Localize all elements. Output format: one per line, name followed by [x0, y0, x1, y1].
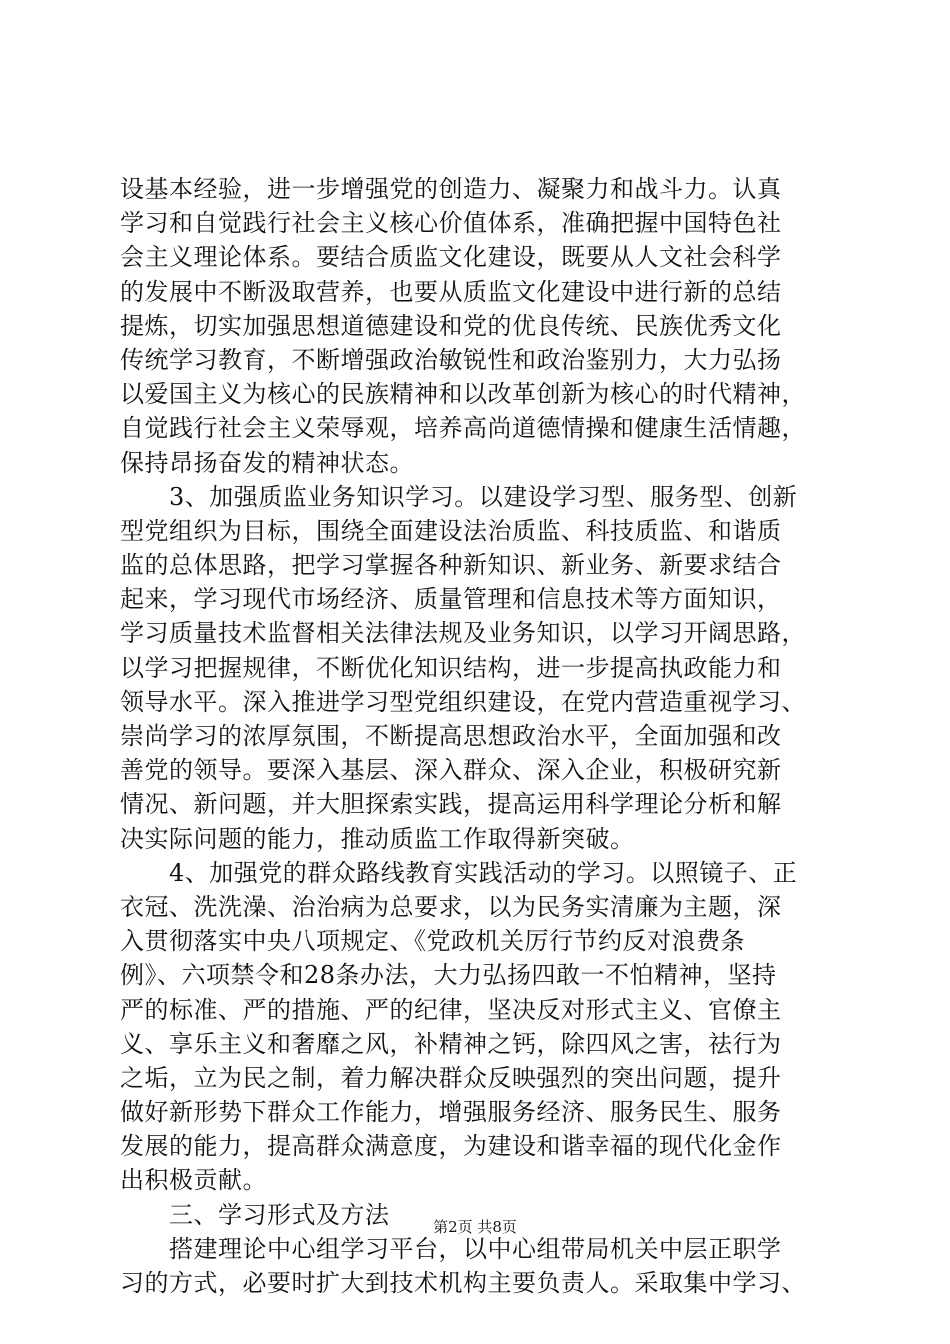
page-footer [0, 1216, 950, 1237]
text-line: 学习质量技术监督相关法律法规及业务知识，以学习开阔思路， [120, 619, 806, 648]
text-line: 型党组织为目标，围绕全面建设法治质监、科技质监、和谐质 [120, 516, 782, 545]
text-line: 决实际问题的能力，推动质监工作取得新突破。 [120, 824, 635, 853]
text-line: 设基本经验，进一步增强党的创造力、凝聚力和战斗力。认真 [120, 175, 782, 203]
text-line: 例》、六项禁令和28条办法，大力弘扬四敢一不怕精神，坚持 [120, 961, 777, 990]
text-line: 保持昂扬奋发的精神状态。 [120, 448, 414, 477]
text-line: 监的总体思路，把学习掌握各种新知识、新业务、新要求结合 [120, 551, 782, 580]
text-line: 习的方式，必要时扩大到技术机构主要负责人。采取集中学习、 [120, 1269, 806, 1297]
text-line: 搭建理论中心组学习平台，以中心组带局机关中层正职学 [120, 1234, 782, 1263]
text-line: 情况、新问题，并大胆探索实践，提高运用科学理论分析和解 [120, 790, 782, 819]
text-line: 领导水平。深入推进学习型党组织建设，在党内营造重视学习、 [120, 687, 806, 716]
text-line: 衣冠、洗洗澡、治治病为总要求，以为民务实清廉为主题，深 [120, 892, 782, 921]
text-line: 以学习把握规律，不断优化知识结构，进一步提高执政能力和 [120, 653, 782, 682]
document-body [120, 172, 840, 1300]
section-heading: 三、学习形式及方法 [120, 1200, 390, 1229]
text-line: 4、加强党的群众路线教育实践活动的学习。以照镜子、正 [120, 858, 798, 887]
text-line: 义、享乐主义和奢靡之风，补精神之钙，除四风之害，祛行为 [120, 1029, 782, 1058]
text-line: 学习和自觉践行社会主义核心价值体系，准确把握中国特色社 [120, 209, 782, 238]
text-line: 的发展中不断汲取营养，也要从质监文化建设中进行新的总结 [120, 277, 782, 306]
text-line: 出积极贡献。 [120, 1166, 267, 1195]
text-line: 崇尚学习的浓厚氛围，不断提高思想政治水平，全面加强和改 [120, 722, 782, 750]
text-line: 自觉践行社会主义荣辱观，培养高尚道德情操和健康生活情趣， [120, 414, 806, 443]
text-line: 以爱国主义为核心的民族精神和以改革创新为核心的时代精神， [120, 380, 806, 409]
text-line: 之垢，立为民之制，着力解决群众反映强烈的突出问题，提升 [120, 1063, 782, 1092]
text-line: 起来，学习现代市场经济、质量管理和信息技术等方面知识， [120, 585, 782, 614]
text-line: 提炼，切实加强思想道德建设和党的优良传统、民族优秀文化 [120, 311, 782, 340]
text-line: 会主义理论体系。要结合质监文化建设，既要从人文社会科学 [120, 243, 782, 272]
text-line: 严的标准、严的措施、严的纪律，坚决反对形式主义、官僚主 [120, 995, 782, 1024]
text-line: 善党的领导。要深入基层、深入群众、深入企业，积极研究新 [120, 756, 782, 785]
text-line: 3、加强质监业务知识学习。以建设学习型、服务型、创新 [120, 482, 798, 511]
text-line: 做好新形势下群众工作能力，增强服务经济、服务民生、服务 [120, 1098, 782, 1127]
text-line: 发展的能力，提高群众满意度，为建设和谐幸福的现代化金作 [120, 1132, 782, 1161]
text-line: 传统学习教育，不断增强政治敏锐性和政治鉴别力，大力弘扬 [120, 345, 782, 374]
text-line: 入贯彻落实中央八项规定、《党政机关厉行节约反对浪费条 [120, 927, 745, 956]
page-number-label: 第2页 共8页 [433, 1218, 517, 1236]
